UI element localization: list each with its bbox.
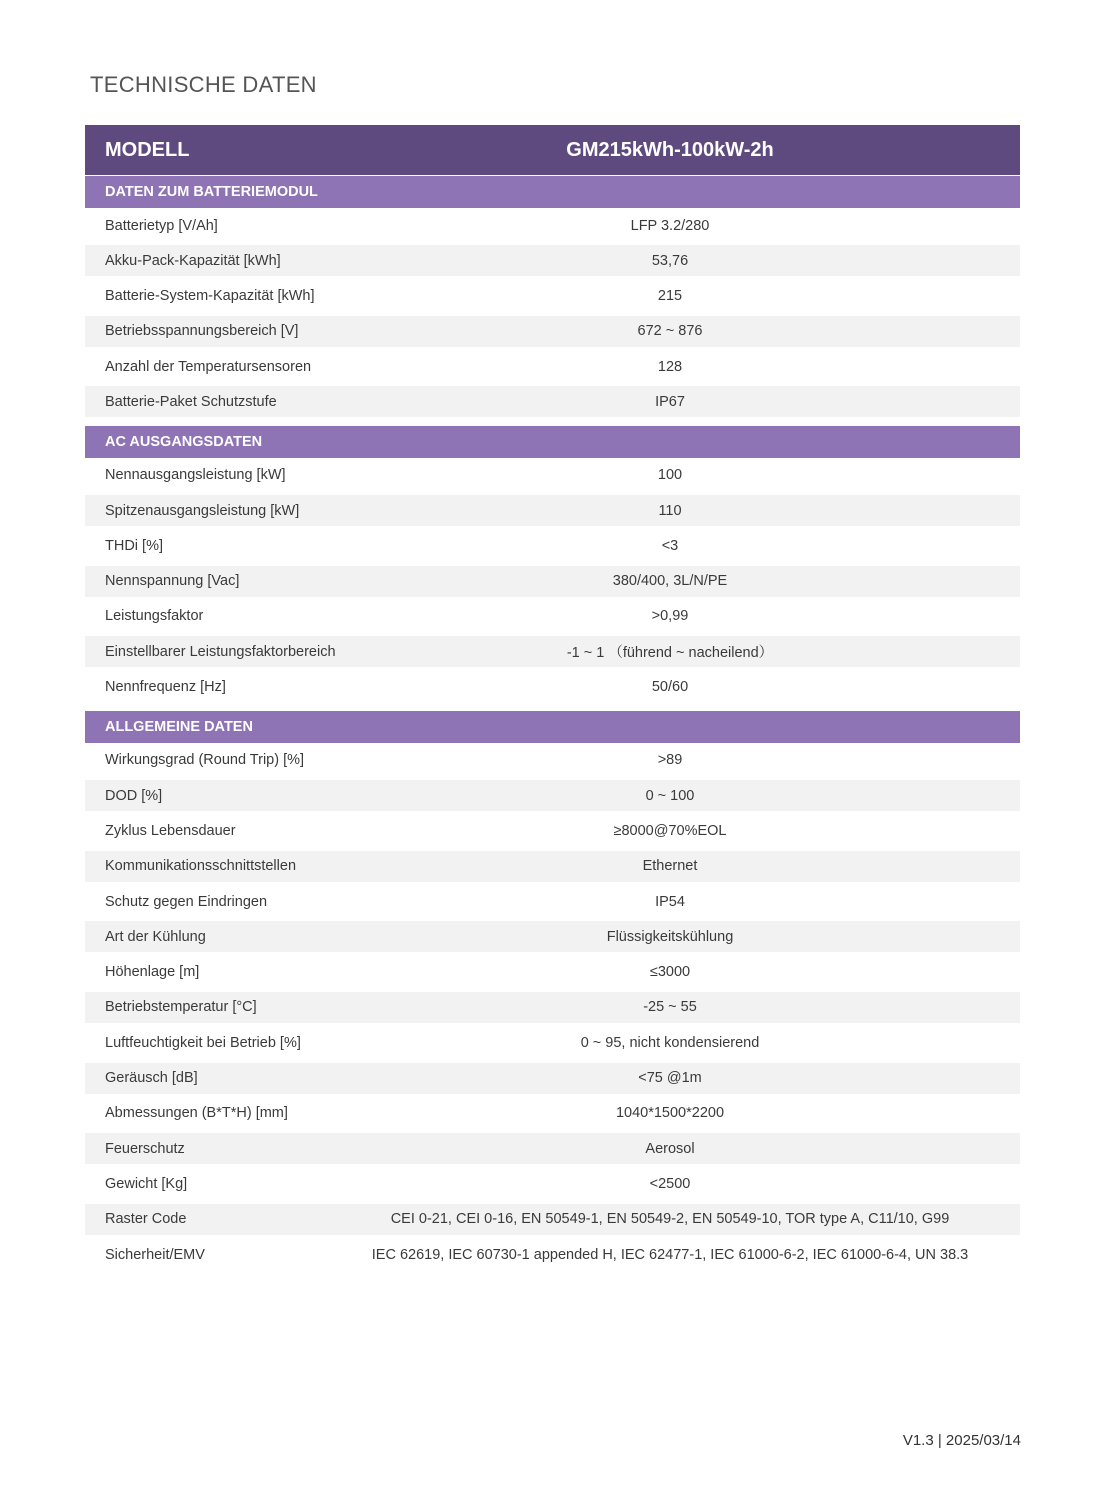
table-row [85,851,1020,882]
row-label: Batterie-System-Kapazität [kWh] [105,288,315,305]
table-row [85,316,1020,347]
row-label: Leistungsfaktor [105,608,204,625]
row-value: 50/60 [651,679,689,696]
row-value: ≤3000 [649,964,691,981]
model-value: GM215kWh-100kW-2h [566,138,774,161]
table-row [85,245,1020,276]
row-label: DOD [%] [105,787,163,804]
row-value: IEC 62619, IEC 60730-1 appended H, IEC 62477-1, IEC 61000-6-2, IEC 61000-6-4, UN 38.3 [371,1246,969,1263]
version-footer: V1.3 | 2025/03/14 [902,1432,1021,1449]
row-value: 215 [657,288,683,305]
row-value: 672 ~ 876 [637,323,703,340]
table-row [85,566,1020,597]
row-label: Betriebstemperatur [°C] [105,999,257,1016]
row-value: 110 [658,502,682,519]
section-header-general: ALLGEMEINE DATEN [85,711,1020,743]
row-label: Luftfeuchtigkeit bei Betrieb [%] [105,1034,301,1051]
row-label: Anzahl der Temperatursensoren [105,358,312,375]
table-row [85,957,1020,988]
row-label: Betriebsspannungsbereich [V] [105,323,299,340]
row-label: Wirkungsgrad (Round Trip) [%] [105,752,305,769]
table-row [85,815,1020,846]
table-row [85,745,1020,776]
row-value: ≥8000@70%EOL [613,822,727,839]
table-row [85,1239,1020,1270]
row-label: Nennfrequenz [Hz] [105,679,226,696]
section-rows-general [85,745,1020,1274]
model-label: MODELL [105,138,190,161]
table-row [85,1168,1020,1199]
table-row [85,210,1020,241]
row-label: Akku-Pack-Kapazität [kWh] [105,252,281,269]
table-row [85,672,1020,703]
model-header-row [85,125,1020,175]
row-label: Abmessungen (B*T*H) [mm] [105,1105,288,1122]
row-label: Sicherheit/EMV [105,1246,205,1263]
row-value: CEI 0-21, CEI 0-16, EN 50549-1, EN 50549-2, EN 50549-10, TOR type A, C11/10, G99 [390,1211,950,1228]
table-row [85,1098,1020,1129]
row-value: Aerosol [645,1140,695,1157]
table-row [85,1133,1020,1164]
table-row [85,886,1020,917]
page-title: TECHNISCHE DATEN [90,72,317,97]
row-value: <75 @1m [638,1070,702,1087]
row-value: <2500 [649,1175,691,1192]
row-value: 0 ~ 100 [645,787,695,804]
row-value: -25 ~ 55 [643,999,697,1016]
row-label: Höhenlage [m] [105,964,200,981]
row-value: IP67 [655,393,685,410]
row-value: 1040*1500*2200 [615,1105,725,1122]
row-label: Geräusch [dB] [105,1070,198,1087]
row-label: Nennspannung [Vac] [105,573,240,590]
table-row [85,1063,1020,1094]
section-header-ac-output: AC AUSGANGSDATEN [85,426,1020,458]
row-label: Einstellbarer Leistungsfaktorbereich [105,643,336,660]
row-value: 128 [657,358,683,375]
table-row [85,281,1020,312]
row-label: Schutz gegen Eindringen [105,893,268,910]
table-row [85,386,1020,417]
table-row [85,530,1020,561]
table-row [85,921,1020,952]
row-value: Ethernet [642,858,698,875]
row-label: Batterie-Paket Schutzstufe [105,393,277,410]
row-label: Zyklus Lebensdauer [105,822,236,839]
row-value: 53,76 [651,252,689,269]
row-value: 100 [657,467,683,484]
row-value: IP54 [655,893,685,910]
table-row [85,601,1020,632]
table-row [85,1027,1020,1058]
table-row [85,780,1020,811]
table-row [85,351,1020,382]
table-row [85,636,1020,667]
row-value: 380/400, 3L/N/PE [612,573,728,590]
row-label: Feuerschutz [105,1140,185,1157]
row-label: Kommunikationsschnittstellen [105,858,297,875]
row-value: >89 [657,752,683,769]
row-label: Gewicht [Kg] [105,1175,188,1192]
row-label: THDi [%] [105,537,163,554]
table-row [85,460,1020,491]
section-header-battery-module: DATEN ZUM BATTERIEMODUL [85,176,1020,208]
row-value: -1 ~ 1 （führend ~ nacheilend） [566,645,774,662]
row-label: Raster Code [105,1211,187,1228]
row-value: >0,99 [651,608,689,625]
spec-table [85,125,1020,1274]
table-row [85,1204,1020,1235]
row-value: <3 [661,537,679,554]
table-row [85,495,1020,526]
section-rows-ac-output [85,460,1020,707]
row-value: 0 ~ 95, nicht kondensierend [580,1034,760,1051]
table-row [85,992,1020,1023]
section-rows-battery-module [85,210,1020,422]
row-label: Art der Kühlung [105,928,206,945]
row-label: Spitzenausgangsleistung [kW] [105,502,300,519]
row-label: Nennausgangsleistung [kW] [105,467,286,484]
row-value: LFP 3.2/280 [630,217,710,234]
row-label: Batterietyp [V/Ah] [105,217,218,234]
row-value: Flüssigkeitskühlung [606,928,734,945]
